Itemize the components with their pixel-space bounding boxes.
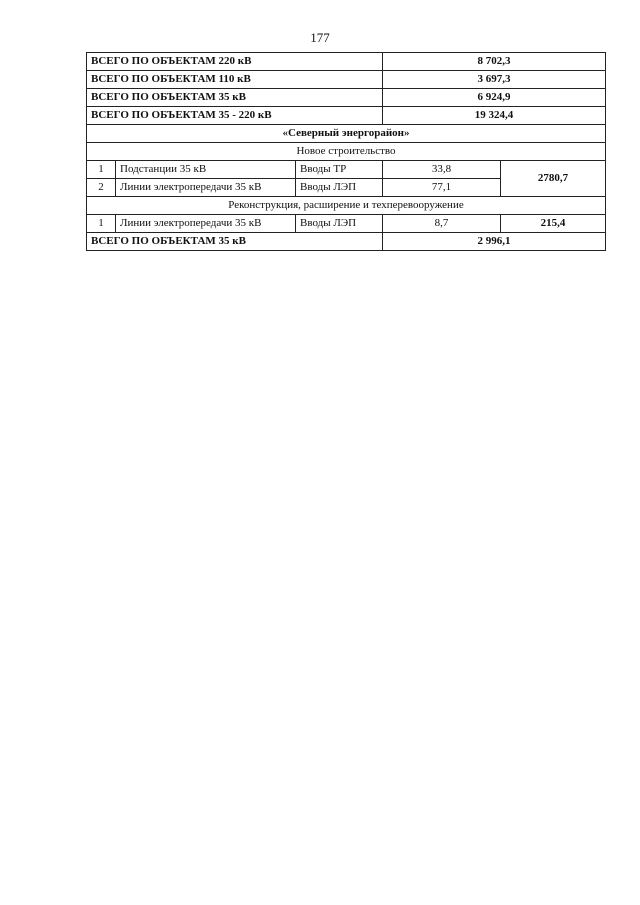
table-row [87,161,606,179]
total-value: 6 924,9 [383,89,606,107]
total-label: ВСЕГО ПО ОБЪЕКТАМ 35 - 220 кВ [87,107,383,125]
object-name: Подстанции 35 кВ [116,161,296,179]
page-number: 177 [310,30,330,45]
object-name: Линии электропередачи 35 кВ [116,179,296,197]
total-row-bottom [87,233,606,251]
input-type: Вводы ЛЭП [296,179,383,197]
total-label: ВСЕГО ПО ОБЪЕКТАМ 220 кВ [87,53,383,71]
total-label: ВСЕГО ПО ОБЪЕКТАМ 110 кВ [87,71,383,89]
section-title: Реконструкция, расширение и техперевооружение [87,197,606,215]
total-value: 19 324,4 [383,107,606,125]
section-header-new-construction [87,143,606,161]
row-value: 8,7 [383,215,501,233]
row-value: 33,8 [383,161,501,179]
input-type: Вводы ЛЭП [296,215,383,233]
total-value: 8 702,3 [383,53,606,71]
group-total: 215,4 [501,215,606,233]
row-value: 77,1 [383,179,501,197]
section-title: Новое строительство [87,143,606,161]
total-row-110 [87,71,606,89]
total-value: 3 697,3 [383,71,606,89]
table-row [87,215,606,233]
region-header-row [87,125,606,143]
group-total: 2780,7 [501,161,606,197]
row-number: 1 [87,215,116,233]
total-label: ВСЕГО ПО ОБЪЕКТАМ 35 кВ [87,89,383,107]
row-number: 1 [87,161,116,179]
total-value: 2 996,1 [383,233,606,251]
total-row-220 [87,53,606,71]
input-type: Вводы ТР [296,161,383,179]
region-title: «Северный энергорайон» [87,125,606,143]
total-row-35 [87,89,606,107]
row-number: 2 [87,179,116,197]
total-label: ВСЕГО ПО ОБЪЕКТАМ 35 кВ [87,233,383,251]
object-name: Линии электропередачи 35 кВ [116,215,296,233]
section-header-reconstruction [87,197,606,215]
total-row-35-220 [87,107,606,125]
summary-table [86,52,606,251]
